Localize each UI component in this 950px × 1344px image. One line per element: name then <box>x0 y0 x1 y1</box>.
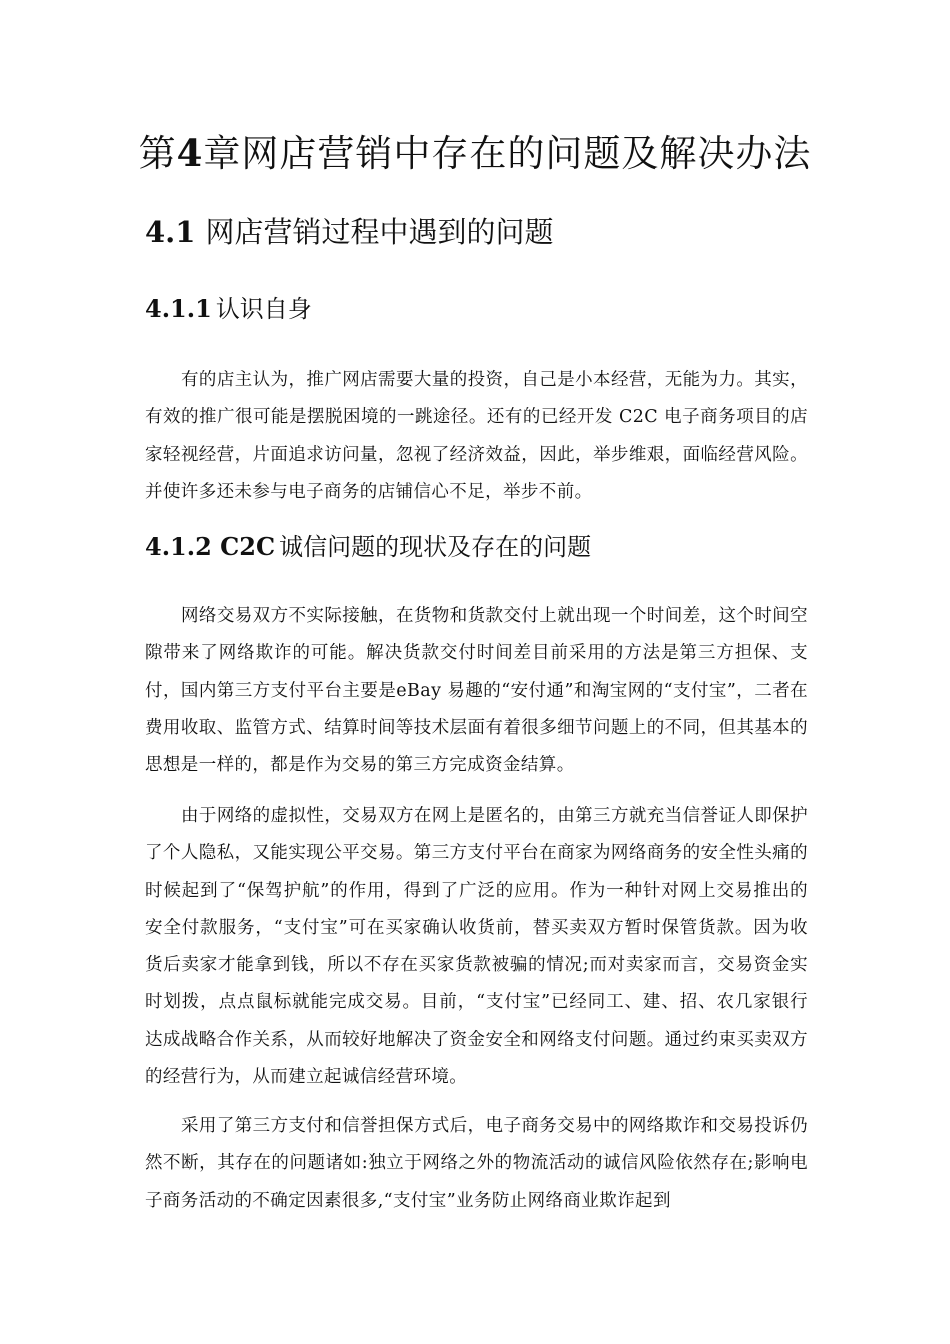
paragraph: 采用了第三方支付和信誉担保方式后，电子商务交易中的网络欺诈和交易投诉仍然不断，其存在的问题诸如:独立于网络之外的物流活动的诚信风险依然存在;影响电子商务活动的不确定因素很多,“支付宝”业务防止网络商业欺诈起到 <box>145 1116 808 1211</box>
chapter-title-text: 章网店营销中存在的问题及解决办法 <box>203 132 812 175</box>
subsection-title-text: 认识自身 <box>215 295 312 323</box>
chapter-title <box>0 128 950 179</box>
paragraph: 网络交易双方不实际接触，在货物和货款交付上就出现一个时间差，这个时间空隙带来了网络欺诈的可能。解决货款交付时间差目前采用的方法是第三方担保、支付，国内第三方支付平台主要是eBay 易趣的“安付通”和淘宝网的“支付宝”，二者在费用收取、监管方式、结算时间等技术层面有着很多细节问题上的不同，但其基本的思想是一样的，都是作为交易的第三方完成资金结算。 <box>145 606 808 776</box>
section-title <box>145 212 553 252</box>
section-title-text: 网店营销过程中遇到的问题 <box>205 215 554 249</box>
chapter-number: 4 <box>176 131 204 175</box>
section-number: 4.1 <box>145 215 196 249</box>
subsection-number: 4.1.2 C2C <box>145 532 276 561</box>
subsection-number: 4.1.1 <box>145 294 212 323</box>
paragraph: 由于网络的虚拟性，交易双方在网上是匿名的，由第三方就充当信誉证人即保护了个人隐私，又能实现公平交易。第三方支付平台在商家为网络商务的安全性头痛的时候起到了“保驾护航”的作用，得到了广泛的应用。作为一种针对网上交易推出的安全付款服务，“支付宝”可在买家确认收货前，替买卖双方暂时保管货款。因为收货后卖家才能拿到钱，所以不存在买家货款被骗的情况;而对卖家而言，交易资金实时划拨，点点鼠标就能完成交易。目前，“支付宝”已经同工、建、招、农几家银行达成战略合作关系，从而较好地解决了资金安全和网络支付问题。通过约束买卖双方的经营行为，从而建立起诚信经营环境。 <box>145 806 808 1088</box>
paragraph: 有的店主认为，推广网店需要大量的投资，自己是小本经营，无能为力。其实，有效的推广很可能是摆脱困境的一跳途径。还有的已经开发 C2C 电子商务项目的店家轻视经营，片面追求访问量，忽视了经济效益，因此，举步维艰，面临经营风险。并使许多还未参与电子商务的店铺信心不足，举步不前。 <box>145 370 808 502</box>
subsection-title-text: 诚信问题的现状及存在的问题 <box>279 533 592 561</box>
chapter-prefix: 第 <box>138 132 177 175</box>
subsection-title-2 <box>145 530 591 564</box>
subsection-title-1 <box>145 292 312 326</box>
